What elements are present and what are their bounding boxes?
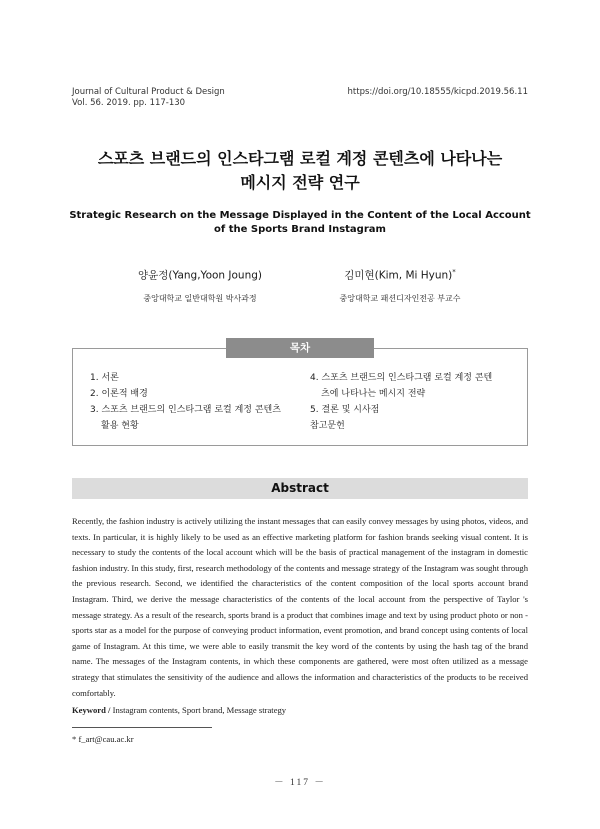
author-second bbox=[275, 265, 525, 305]
english-title-line-1: Strategic Research on the Message Displayed in the Content of the Local Account bbox=[69, 210, 531, 221]
author-affiliation: 중앙대학교 패션디자인전공 부교수 bbox=[339, 293, 461, 303]
footnote-divider bbox=[72, 727, 212, 728]
page-number: － 117 － bbox=[274, 778, 326, 788]
keyword-text: Instagram contents, Sport brand, Message strategy bbox=[112, 705, 287, 715]
toc-item-continuation: 활용 현황 bbox=[101, 421, 139, 431]
toc-item: 3. 스포츠 브랜드의 인스타그램 로컬 계정 콘텐츠 bbox=[90, 405, 281, 415]
abstract-text: Recently, the fashion industry is actively utilizing the instant messages that can easily convey messages by using photos, videos, and texts. In particular, it is highly likely to be used as an effective marketing platform for fashion brands seeking visual content. It is necessary to study the contents of the local account which will be the basis of practical management of the instagram in domestic fashion industry. In this study, first, research methodology of the contents and message strategy of the Instagram was sought through the previous research. Second, we identified the characteristics of the content composition of the local sports account brand Instagram. Third, we derive the message characteristics of the contents of the local account from the perspective of Taylor 's message strategy. As a result of the research, sports brand is a product that combines image and text by using product photo or non - sports star as a model for the purpose of conveying product information, event promotion, and brand concept using contents of local game of Instagram. At this time, we were able to easily transmit the key word of the contents by using the hash tag of the brand name. The messages of the Instagram contents, in which these components are gathered, were most often utilized as a message strategy that stimulates the sensitivity of the audience and allows the information and characteristics of the products to be received comfortably. bbox=[72, 516, 528, 698]
abstract-heading: Abstract bbox=[72, 478, 528, 499]
keywords bbox=[72, 704, 528, 716]
toc-item: 1. 서론 bbox=[90, 373, 119, 383]
doi-link[interactable]: https://doi.org/10.18555/kicpd.2019.56.11 bbox=[347, 87, 528, 97]
journal-name: Journal of Cultural Product & Design bbox=[72, 87, 225, 97]
author-affiliation: 중앙대학교 일반대학원 박사과정 bbox=[143, 293, 257, 303]
toc-title: 목차 bbox=[226, 338, 374, 358]
korean-title-line-2: 메시지 전략 연구 bbox=[240, 173, 360, 192]
korean-title-line-1: 스포츠 브랜드의 인스타그램 로컬 계정 콘텐츠에 나타나는 bbox=[97, 149, 503, 168]
author-mark: * bbox=[452, 268, 456, 276]
korean-title bbox=[0, 147, 600, 195]
keyword-label: Keyword / bbox=[72, 705, 111, 715]
toc-right-column bbox=[310, 370, 492, 434]
author-name-text: 양윤정(Yang,Yoon Joung) bbox=[137, 269, 263, 282]
toc-item: 4. 스포츠 브랜드의 인스타그램 로컬 계정 콘텐 bbox=[310, 373, 493, 383]
footnote-email: * f_art@cau.ac.kr bbox=[72, 734, 134, 744]
journal-info bbox=[72, 87, 225, 109]
author-name bbox=[275, 265, 525, 283]
author-name-text: 김미현(Kim, Mi Hyun) bbox=[344, 269, 453, 282]
english-title-line-2: of the Sports Brand Instagram bbox=[214, 224, 386, 235]
english-title bbox=[0, 209, 600, 237]
toc-item: 2. 이론적 배경 bbox=[90, 389, 148, 399]
toc-left-column bbox=[90, 370, 281, 434]
journal-volume: Vol. 56. 2019. pp. 117-130 bbox=[72, 98, 186, 108]
toc-item: 참고문헌 bbox=[310, 421, 345, 431]
toc-item: 5. 결론 및 시사점 bbox=[310, 405, 380, 415]
toc-item-continuation: 츠에 나타나는 메시지 전략 bbox=[321, 389, 426, 399]
